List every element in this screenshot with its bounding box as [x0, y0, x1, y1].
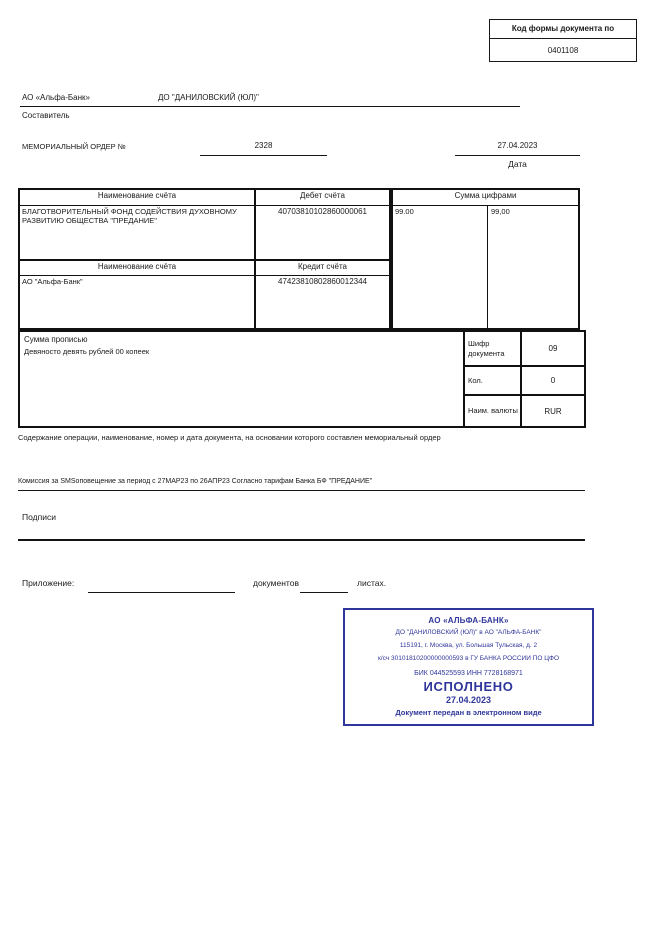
signatures-label: Подписи [22, 512, 56, 522]
attachment-documents-line [88, 592, 235, 593]
form-code-box [489, 19, 637, 62]
stamp-note: Документ передан в электронном виде [395, 708, 542, 717]
debit-account-name: БЛАГОТВОРИТЕЛЬНЫЙ ФОНД СОДЕЙСТВИЯ ДУХОВНОМУ РАЗВИТИЮ ОБЩЕСТВА "ПРЕДАНИЕ" [20, 206, 256, 261]
count-label: Кол. [465, 367, 522, 394]
stamp-date: 27.04.2023 [445, 695, 492, 705]
operation-caption: Содержание операции, наименование, номер и дата документа, на основании которого составлен мемориальный ордер [18, 433, 441, 442]
currency-box [463, 394, 586, 428]
sum-header: Сумма цифрами [393, 190, 578, 206]
amount-words-text: Девяносто девять рублей 00 копеек [24, 347, 150, 356]
order-number: 2328 [254, 141, 273, 150]
attachment-sheets-label: листах. [357, 578, 387, 588]
stamp-status: ИСПОЛНЕНО [423, 679, 514, 694]
attachment-documents-label: документов [253, 578, 299, 588]
stamp-corr-account: к/сч 30101810200000000593 в ГУ БАНКА РОССИИ ПО ЦФО [377, 655, 560, 662]
date-label: Дата [508, 159, 527, 169]
amount-words-label: Сумма прописью [24, 335, 88, 344]
sum-value-right: 99,00 [491, 207, 510, 216]
stamp-bik-inn: БИК 044525593 ИНН 7728168971 [414, 670, 523, 677]
currency-value: RUR [544, 406, 562, 416]
amount-words-box [18, 330, 465, 428]
credit-account-header: Кредит счёта [256, 261, 389, 276]
count-box [463, 365, 586, 396]
document-code-label: Шифр документа [465, 332, 522, 365]
header-divider [20, 106, 520, 107]
document-code-value: 09 [548, 344, 558, 353]
document-code-box [463, 330, 586, 367]
execution-stamp [343, 608, 594, 726]
operation-line [18, 490, 585, 491]
credit-account-number: 47423810802860012344 [278, 277, 367, 286]
sum-value-left: 99.00 [393, 206, 488, 328]
form-code-value: 0401108 [547, 45, 579, 55]
credit-name-header: Наименование счёта [20, 261, 256, 276]
count-value: 0 [550, 376, 556, 385]
order-date-line [455, 155, 580, 156]
stamp-address: 115191, г. Москва, ул. Большая Тульская, д. 2 [399, 642, 538, 649]
form-code-label: Код формы документа по [490, 20, 636, 39]
bank-name: АО «Альфа-Банк» [22, 93, 90, 102]
order-date: 27.04.2023 [497, 141, 538, 150]
sum-table [391, 188, 580, 330]
attachment-label: Приложение: [22, 578, 75, 588]
currency-label: Наим. валюты [465, 396, 522, 426]
credit-account-name: АО "Альфа-Банк" [20, 276, 256, 328]
branch-name: ДО "ДАНИЛОВСКИЙ (ЮЛ)" [158, 93, 259, 102]
stamp-branch: ДО "ДАНИЛОВСКИЙ (ЮЛ)" в АО "АЛЬФА-БАНК" [395, 629, 542, 636]
accounts-table [18, 188, 391, 330]
stamp-bank-name: АО «АЛЬФА-БАНК» [428, 616, 509, 625]
signatures-line [18, 539, 585, 541]
attachment-sheets-line [300, 592, 348, 593]
order-number-line [200, 155, 327, 156]
operation-description: Комиссия за SMSоповещение за период с 27МАР23 по 26АПР23 Согласно тарифам Банка БФ "ПРЕДАНИЕ" [18, 478, 373, 485]
debit-account-number: 40703810102860000061 [256, 206, 389, 261]
debit-name-header: Наименование счёта [20, 190, 256, 206]
debit-account-header: Дебет счёта [256, 190, 389, 206]
order-title: МЕМОРИАЛЬНЫЙ ОРДЕР № [22, 142, 126, 151]
originator-label: Составитель [22, 111, 70, 120]
